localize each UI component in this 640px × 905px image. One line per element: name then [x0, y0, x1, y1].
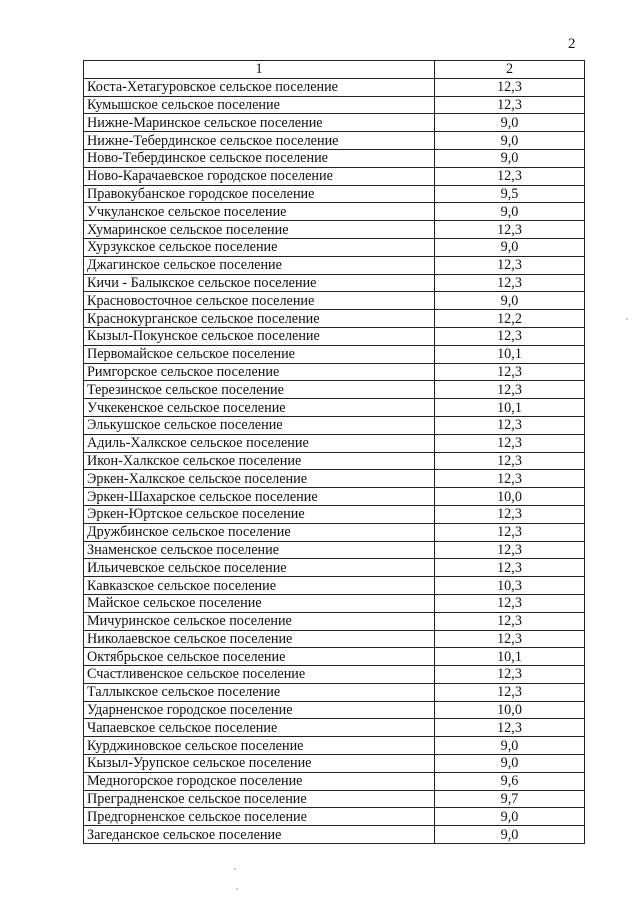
settlement-name-cell: Нижне-Маринское сельское поселение [84, 114, 435, 132]
table-row [84, 666, 585, 684]
value-cell: 9,5 [435, 185, 585, 203]
value-cell: 12,3 [435, 452, 585, 470]
table-row [84, 292, 585, 310]
table-row [84, 541, 585, 559]
value-cell: 9,0 [435, 149, 585, 167]
table-row [84, 221, 585, 239]
settlement-name-cell: Предгорненское сельское поселение [84, 808, 435, 826]
settlement-name-cell: Мичуринское сельское поселение [84, 612, 435, 630]
settlements-table [83, 60, 585, 844]
settlement-name-cell: Эркен-Шахарское сельское поселение [84, 488, 435, 506]
value-cell: 9,0 [435, 292, 585, 310]
table-row [84, 310, 585, 328]
settlement-name-cell: Ново-Тебердинское сельское поселение [84, 149, 435, 167]
settlement-name-cell: Учкуланское сельское поселение [84, 203, 435, 221]
settlement-name-cell: Дружбинское сельское поселение [84, 523, 435, 541]
value-cell: 12,3 [435, 612, 585, 630]
scan-speck [626, 318, 628, 320]
settlement-name-cell: Преградненское сельское поселение [84, 790, 435, 808]
value-cell: 9,0 [435, 808, 585, 826]
value-cell: 10,1 [435, 345, 585, 363]
value-cell: 12,3 [435, 666, 585, 684]
table-row [84, 132, 585, 150]
value-cell: 12,3 [435, 78, 585, 96]
settlement-name-cell: Октябрьское сельское поселение [84, 648, 435, 666]
settlement-name-cell: Кызыл-Урупское сельское поселение [84, 755, 435, 773]
table-row [84, 452, 585, 470]
settlement-name-cell: Джагинское сельское поселение [84, 256, 435, 274]
settlement-name-cell: Медногорское городское поселение [84, 772, 435, 790]
table-row [84, 577, 585, 595]
settlement-name-cell: Чапаевское сельское поселение [84, 719, 435, 737]
value-cell: 12,3 [435, 505, 585, 523]
table-row [84, 416, 585, 434]
value-cell: 12,3 [435, 594, 585, 612]
scan-speck [234, 868, 236, 870]
value-cell: 9,0 [435, 826, 585, 844]
settlement-name-cell: Хурзукское сельское поселение [84, 238, 435, 256]
table-row [84, 523, 585, 541]
settlement-name-cell: Икон-Халкское сельское поселение [84, 452, 435, 470]
value-cell: 12,3 [435, 470, 585, 488]
settlement-name-cell: Кавказское сельское поселение [84, 577, 435, 595]
settlement-name-cell: Эркен-Юртское сельское поселение [84, 505, 435, 523]
table-row [84, 78, 585, 96]
value-cell: 10,0 [435, 701, 585, 719]
settlement-name-cell: Красновосточное сельское поселение [84, 292, 435, 310]
column-header-2: 2 [435, 61, 585, 79]
table-row [84, 772, 585, 790]
value-cell: 12,3 [435, 327, 585, 345]
settlement-name-cell: Хумаринское сельское поселение [84, 221, 435, 239]
table-row [84, 434, 585, 452]
settlement-name-cell: Загеданское сельское поселение [84, 826, 435, 844]
table-row [84, 203, 585, 221]
table-row [84, 96, 585, 114]
value-cell: 9,0 [435, 114, 585, 132]
table-row [84, 826, 585, 844]
value-cell: 12,3 [435, 541, 585, 559]
table-row [84, 505, 585, 523]
table-row [84, 114, 585, 132]
settlement-name-cell: Ударненское городское поселение [84, 701, 435, 719]
table-row [84, 737, 585, 755]
table-row [84, 149, 585, 167]
table-row [84, 185, 585, 203]
settlement-name-cell: Коста-Хетагуровское сельское поселение [84, 78, 435, 96]
table-row [84, 612, 585, 630]
value-cell: 10,3 [435, 577, 585, 595]
settlement-name-cell: Учкекенское сельское поселение [84, 399, 435, 417]
value-cell: 12,3 [435, 381, 585, 399]
table-row [84, 274, 585, 292]
settlement-name-cell: Майское сельское поселение [84, 594, 435, 612]
value-cell: 12,3 [435, 630, 585, 648]
settlement-name-cell: Краснокурганское сельское поселение [84, 310, 435, 328]
column-header-1: 1 [84, 61, 435, 79]
value-cell: 9,0 [435, 238, 585, 256]
settlement-name-cell: Ново-Карачаевское городское поселение [84, 167, 435, 185]
value-cell: 10,0 [435, 488, 585, 506]
settlement-name-cell: Таллыкское сельское поселение [84, 683, 435, 701]
settlement-name-cell: Знаменское сельское поселение [84, 541, 435, 559]
table-row [84, 719, 585, 737]
table-row [84, 755, 585, 773]
settlements-table-container [83, 60, 584, 844]
value-cell: 12,3 [435, 274, 585, 292]
scan-speck [236, 888, 238, 890]
settlement-name-cell: Курджиновское сельское поселение [84, 737, 435, 755]
settlement-name-cell: Кумышское сельское поселение [84, 96, 435, 114]
table-body [84, 78, 585, 843]
value-cell: 10,1 [435, 648, 585, 666]
value-cell: 12,3 [435, 559, 585, 577]
settlement-name-cell: Счастливенское сельское поселение [84, 666, 435, 684]
settlement-name-cell: Эркен-Халкское сельское поселение [84, 470, 435, 488]
value-cell: 12,3 [435, 434, 585, 452]
value-cell: 12,3 [435, 363, 585, 381]
settlement-name-cell: Римгорское сельское поселение [84, 363, 435, 381]
table-row [84, 256, 585, 274]
table-row [84, 167, 585, 185]
table-row [84, 399, 585, 417]
table-row [84, 327, 585, 345]
value-cell: 12,3 [435, 719, 585, 737]
table-row [84, 808, 585, 826]
table-row [84, 381, 585, 399]
value-cell: 12,3 [435, 523, 585, 541]
value-cell: 9,0 [435, 203, 585, 221]
table-row [84, 345, 585, 363]
table-row [84, 238, 585, 256]
page-number: 2 [568, 36, 576, 52]
table-header-row [84, 61, 585, 79]
table-row [84, 630, 585, 648]
settlement-name-cell: Николаевское сельское поселение [84, 630, 435, 648]
value-cell: 12,3 [435, 167, 585, 185]
value-cell: 12,3 [435, 96, 585, 114]
settlement-name-cell: Адиль-Халкское сельское поселение [84, 434, 435, 452]
settlement-name-cell: Нижне-Тебердинское сельское поселение [84, 132, 435, 150]
value-cell: 12,2 [435, 310, 585, 328]
settlement-name-cell: Кичи - Балыкское сельское поселение [84, 274, 435, 292]
table-row [84, 488, 585, 506]
table-row [84, 363, 585, 381]
settlement-name-cell: Терезинское сельское поселение [84, 381, 435, 399]
value-cell: 9,0 [435, 737, 585, 755]
value-cell: 9,0 [435, 755, 585, 773]
value-cell: 9,6 [435, 772, 585, 790]
table-row [84, 648, 585, 666]
table-row [84, 683, 585, 701]
table-row [84, 470, 585, 488]
value-cell: 9,0 [435, 132, 585, 150]
value-cell: 12,3 [435, 683, 585, 701]
settlement-name-cell: Ильичевское сельское поселение [84, 559, 435, 577]
settlement-name-cell: Кызыл-Покунское сельское поселение [84, 327, 435, 345]
value-cell: 12,3 [435, 221, 585, 239]
value-cell: 12,3 [435, 416, 585, 434]
settlement-name-cell: Правокубанское городское поселение [84, 185, 435, 203]
table-row [84, 790, 585, 808]
value-cell: 12,3 [435, 256, 585, 274]
table-row [84, 559, 585, 577]
settlement-name-cell: Элькушское сельское поселение [84, 416, 435, 434]
table-row [84, 701, 585, 719]
value-cell: 9,7 [435, 790, 585, 808]
settlement-name-cell: Первомайское сельское поселение [84, 345, 435, 363]
table-row [84, 594, 585, 612]
value-cell: 10,1 [435, 399, 585, 417]
